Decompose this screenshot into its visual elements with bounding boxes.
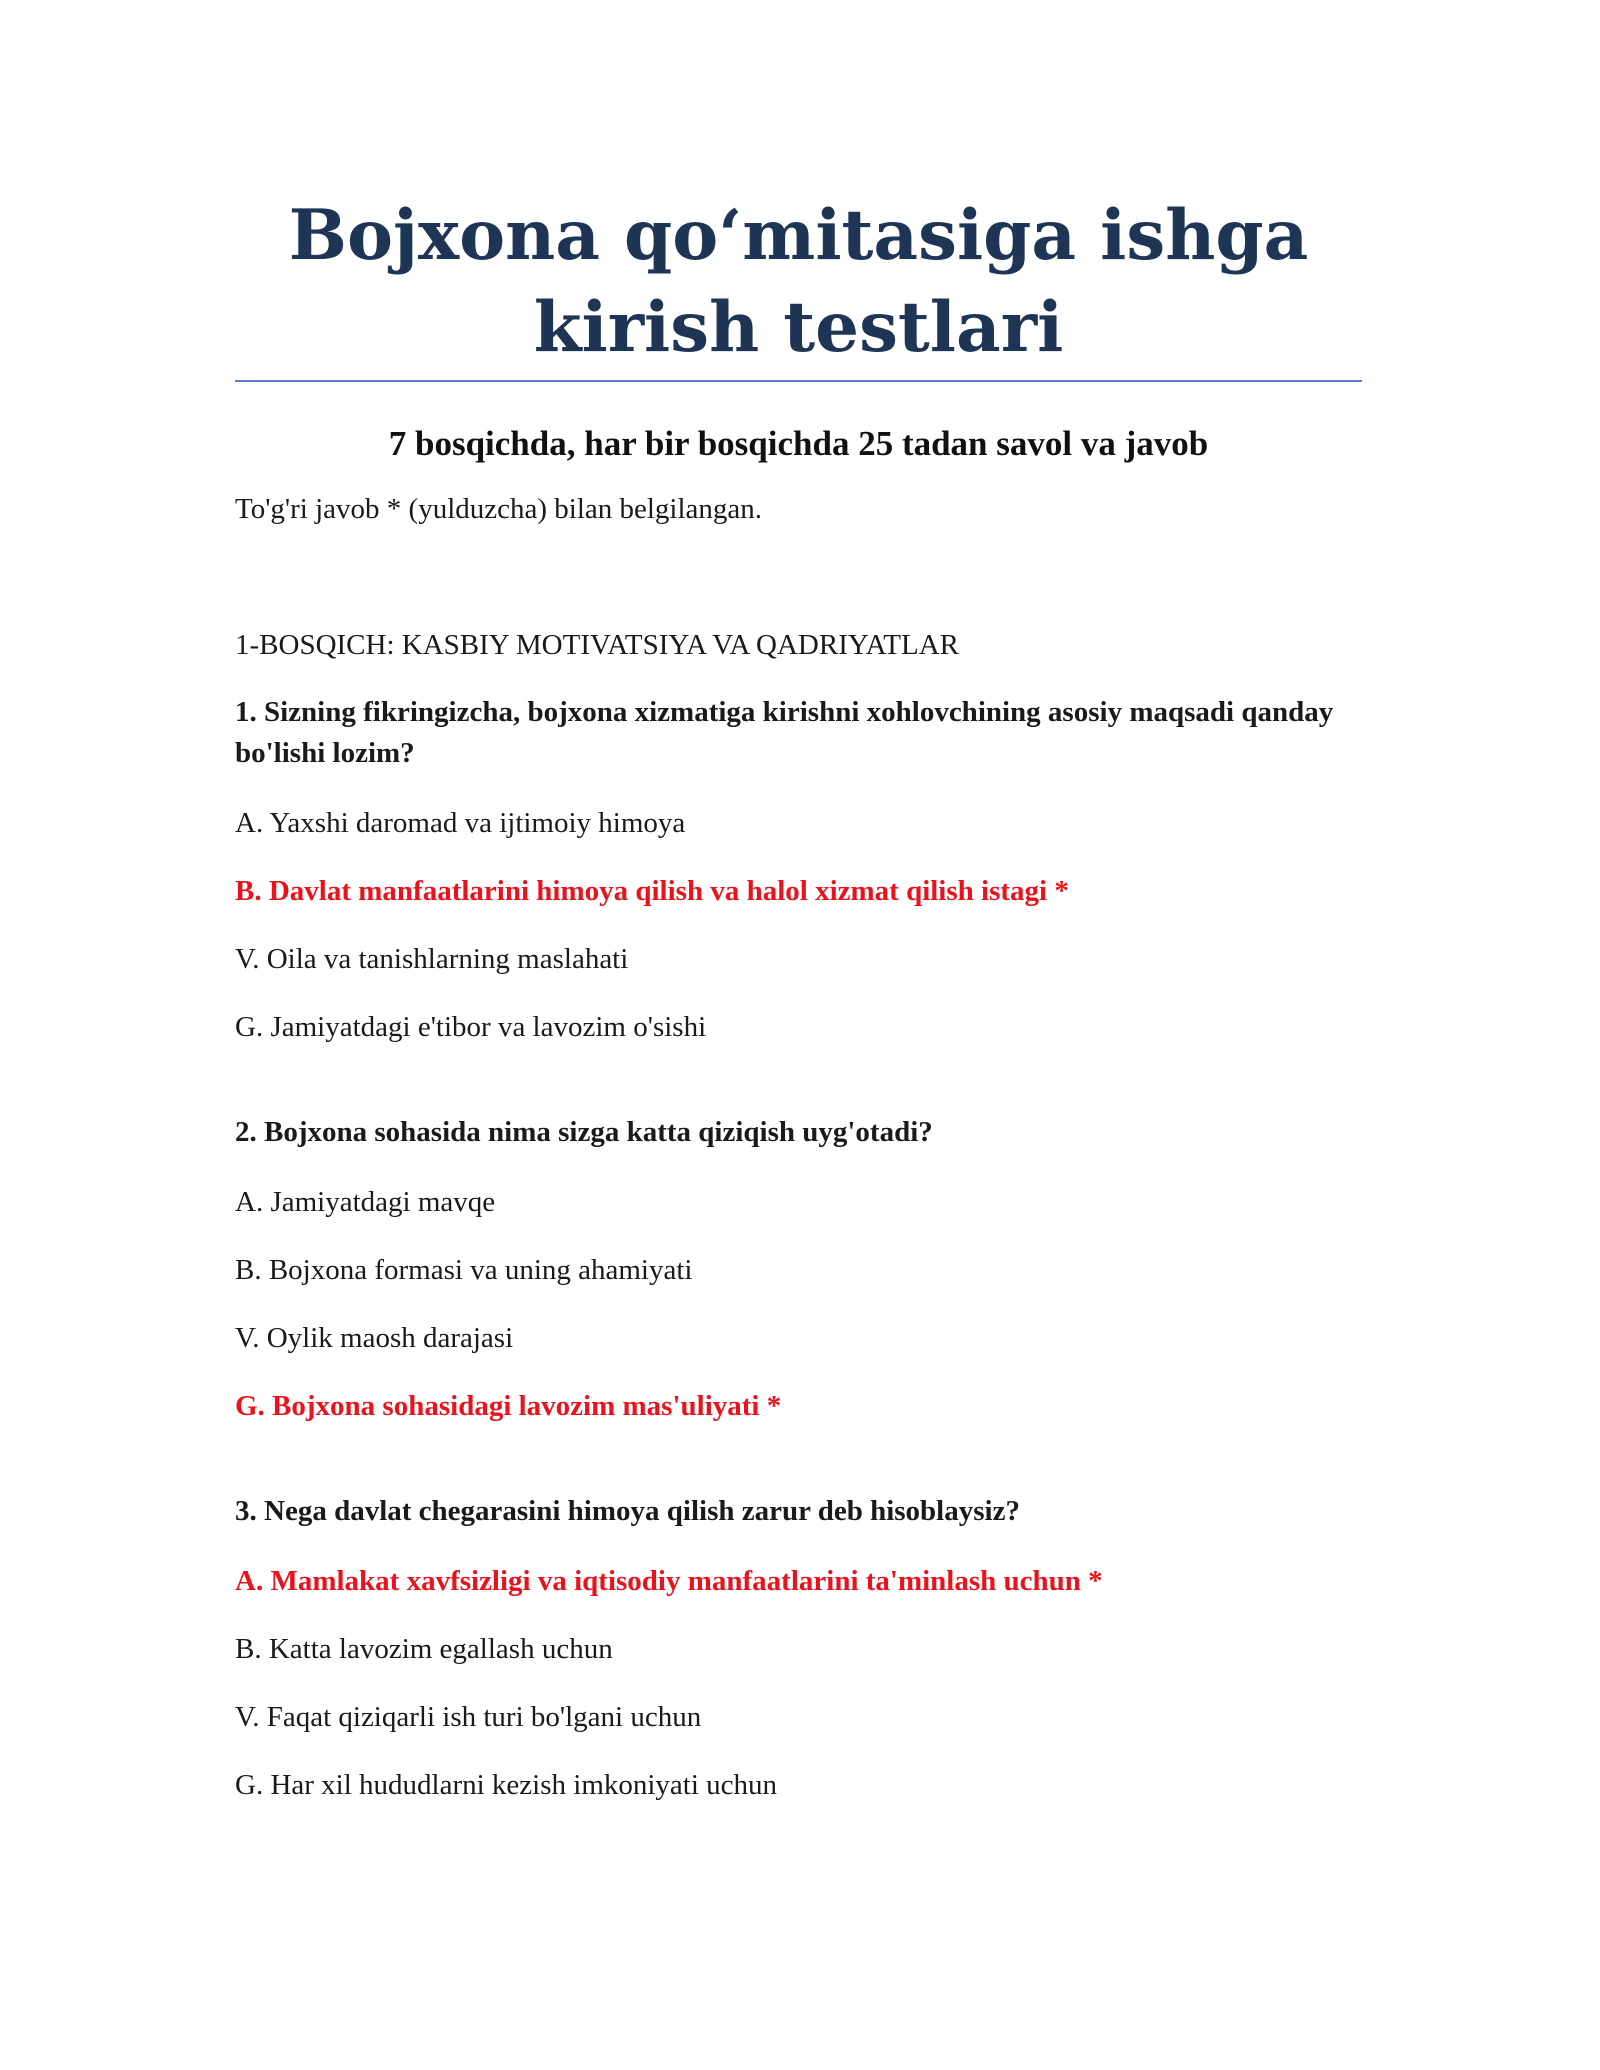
- question-text: 3. Nega davlat chegarasini himoya qilish zarur deb hisoblaysiz?: [235, 1495, 1020, 1527]
- answer-option: B. Katta lavozim egallash uchun: [235, 1633, 613, 1665]
- answer-option: V. Oylik maosh darajasi: [235, 1322, 514, 1354]
- answer-option-correct: G. Bojxona sohasidagi lavozim mas'uliyati *: [235, 1390, 782, 1422]
- question-block-3: [235, 1491, 1362, 1804]
- document-subtitle: 7 bosqichda, har bir bosqichda 25 tadan savol va javob: [388, 424, 1209, 463]
- answer-option: A. Yaxshi daromad va ijtimoiy himoya: [235, 807, 686, 839]
- question-block-2: [235, 1112, 1362, 1425]
- answer-option: G. Har xil hududlarni kezish imkoniyati uchun: [235, 1769, 778, 1801]
- question-text: 1. Sizning fikringizcha, bojxona xizmatiga kirishni xohlovchining asosiy maqsadi qanday bo'lishi lozim?: [235, 696, 1334, 769]
- answer-option: B. Bojxona formasi va uning ahamiyati: [235, 1254, 693, 1286]
- title-divider: [235, 380, 1362, 382]
- answer-key-note: To'g'ri javob * (yulduzcha) bilan belgilangan.: [235, 493, 763, 525]
- answer-option: V. Oila va tanishlarning maslahati: [235, 943, 629, 975]
- document-page: [235, 190, 1362, 1804]
- answer-option: G. Jamiyatdagi e'tibor va lavozim o'sishi: [235, 1011, 707, 1043]
- answer-option-correct: A. Mamlakat xavfsizligi va iqtisodiy manfaatlarini ta'minlash uchun *: [235, 1565, 1103, 1597]
- answer-option: A. Jamiyatdagi mavqe: [235, 1186, 496, 1218]
- stage-heading: 1-BOSQICH: KASBIY MOTIVATSIYA VA QADRIYATLAR: [235, 629, 960, 661]
- document-title: Bojxona qo‘mitasiga ishga kirish testlari: [288, 195, 1309, 368]
- answer-option: V. Faqat qiziqarli ish turi bo'lgani uchun: [235, 1701, 702, 1733]
- question-text: 2. Bojxona sohasida nima sizga katta qiziqish uyg'otadi?: [235, 1116, 933, 1148]
- answer-option-correct: B. Davlat manfaatlarini himoya qilish va halol xizmat qilish istagi *: [235, 875, 1069, 907]
- question-block-1: [235, 692, 1362, 1046]
